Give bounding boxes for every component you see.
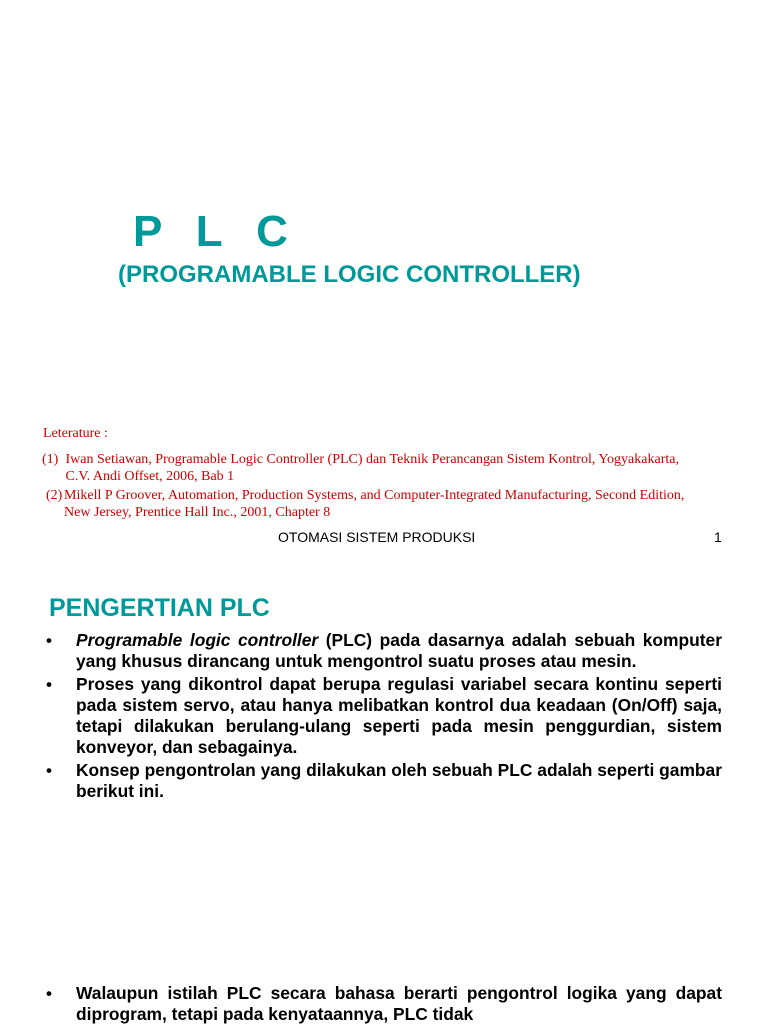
literature-number: (1) [42,452,59,467]
bullet-icon: • [46,631,52,650]
bullet-text: Walaupun istilah PLC secara bahasa berarti pengontrol logika yang dapat diprogram, tetapi pada kenyataannya, PLC tidak [76,983,722,1024]
bullet-text: Konsep pengontrolan yang dilakukan oleh sebuah PLC adalah seperti gambar berikut ini. [76,760,722,801]
slide-footer: OTOMASI SISTEM PRODUKSI [278,529,476,545]
slide-subtitle: (PROGRAMABLE LOGIC CONTROLLER) [118,261,581,288]
bullet-list [46,983,722,1027]
section-heading: PENGERTIAN PLC [49,594,270,622]
page-number: 1 [714,529,722,545]
bullet-italic-lead: Programable logic controller [76,630,319,650]
bullet-body: (PLC) pada dasarnya adalah sebuah komputer yang khusus dirancang untuk mengontrol suatu proses atau mesin. [76,630,722,671]
bullet-text [76,630,722,672]
literature-heading: Leterature : [43,426,108,441]
bullet-item [46,983,722,1025]
bullet-item [46,674,722,758]
bullet-icon: • [46,675,52,694]
literature-text: Iwan Setiawan, Programable Logic Controller (PLC) dan Teknik Perancangan Sistem Kontrol, Yogyakakarta, C.V. Andi Offset, 2006, Bab 1 [65,452,679,484]
literature-number: (2) [46,488,63,503]
bullet-icon: • [46,761,52,780]
bullet-text: Proses yang dikontrol dapat berupa regulasi variabel secara kontinu seperti pada sistem servo, atau hanya melibatkan kontrol dua keadaan (On/Off) saja, tetapi dilakukan berulang-ulang seperti pada mesin penggurdian, sistem konveyor, dan sebagainya. [76,674,722,757]
literature-item [46,487,706,521]
literature-item [42,451,702,485]
literature-text: Mikell P Groover, Automation, Production Systems, and Computer-Integrated Manufacturing, Second Edition, New Jersey, Prentice Hall Inc., 2001, Chapter 8 [64,488,685,520]
bullet-icon: • [46,984,52,1003]
bullet-item [46,630,722,672]
bullet-list [46,630,722,804]
slide-title: P L C [133,207,299,256]
bullet-item [46,760,722,802]
